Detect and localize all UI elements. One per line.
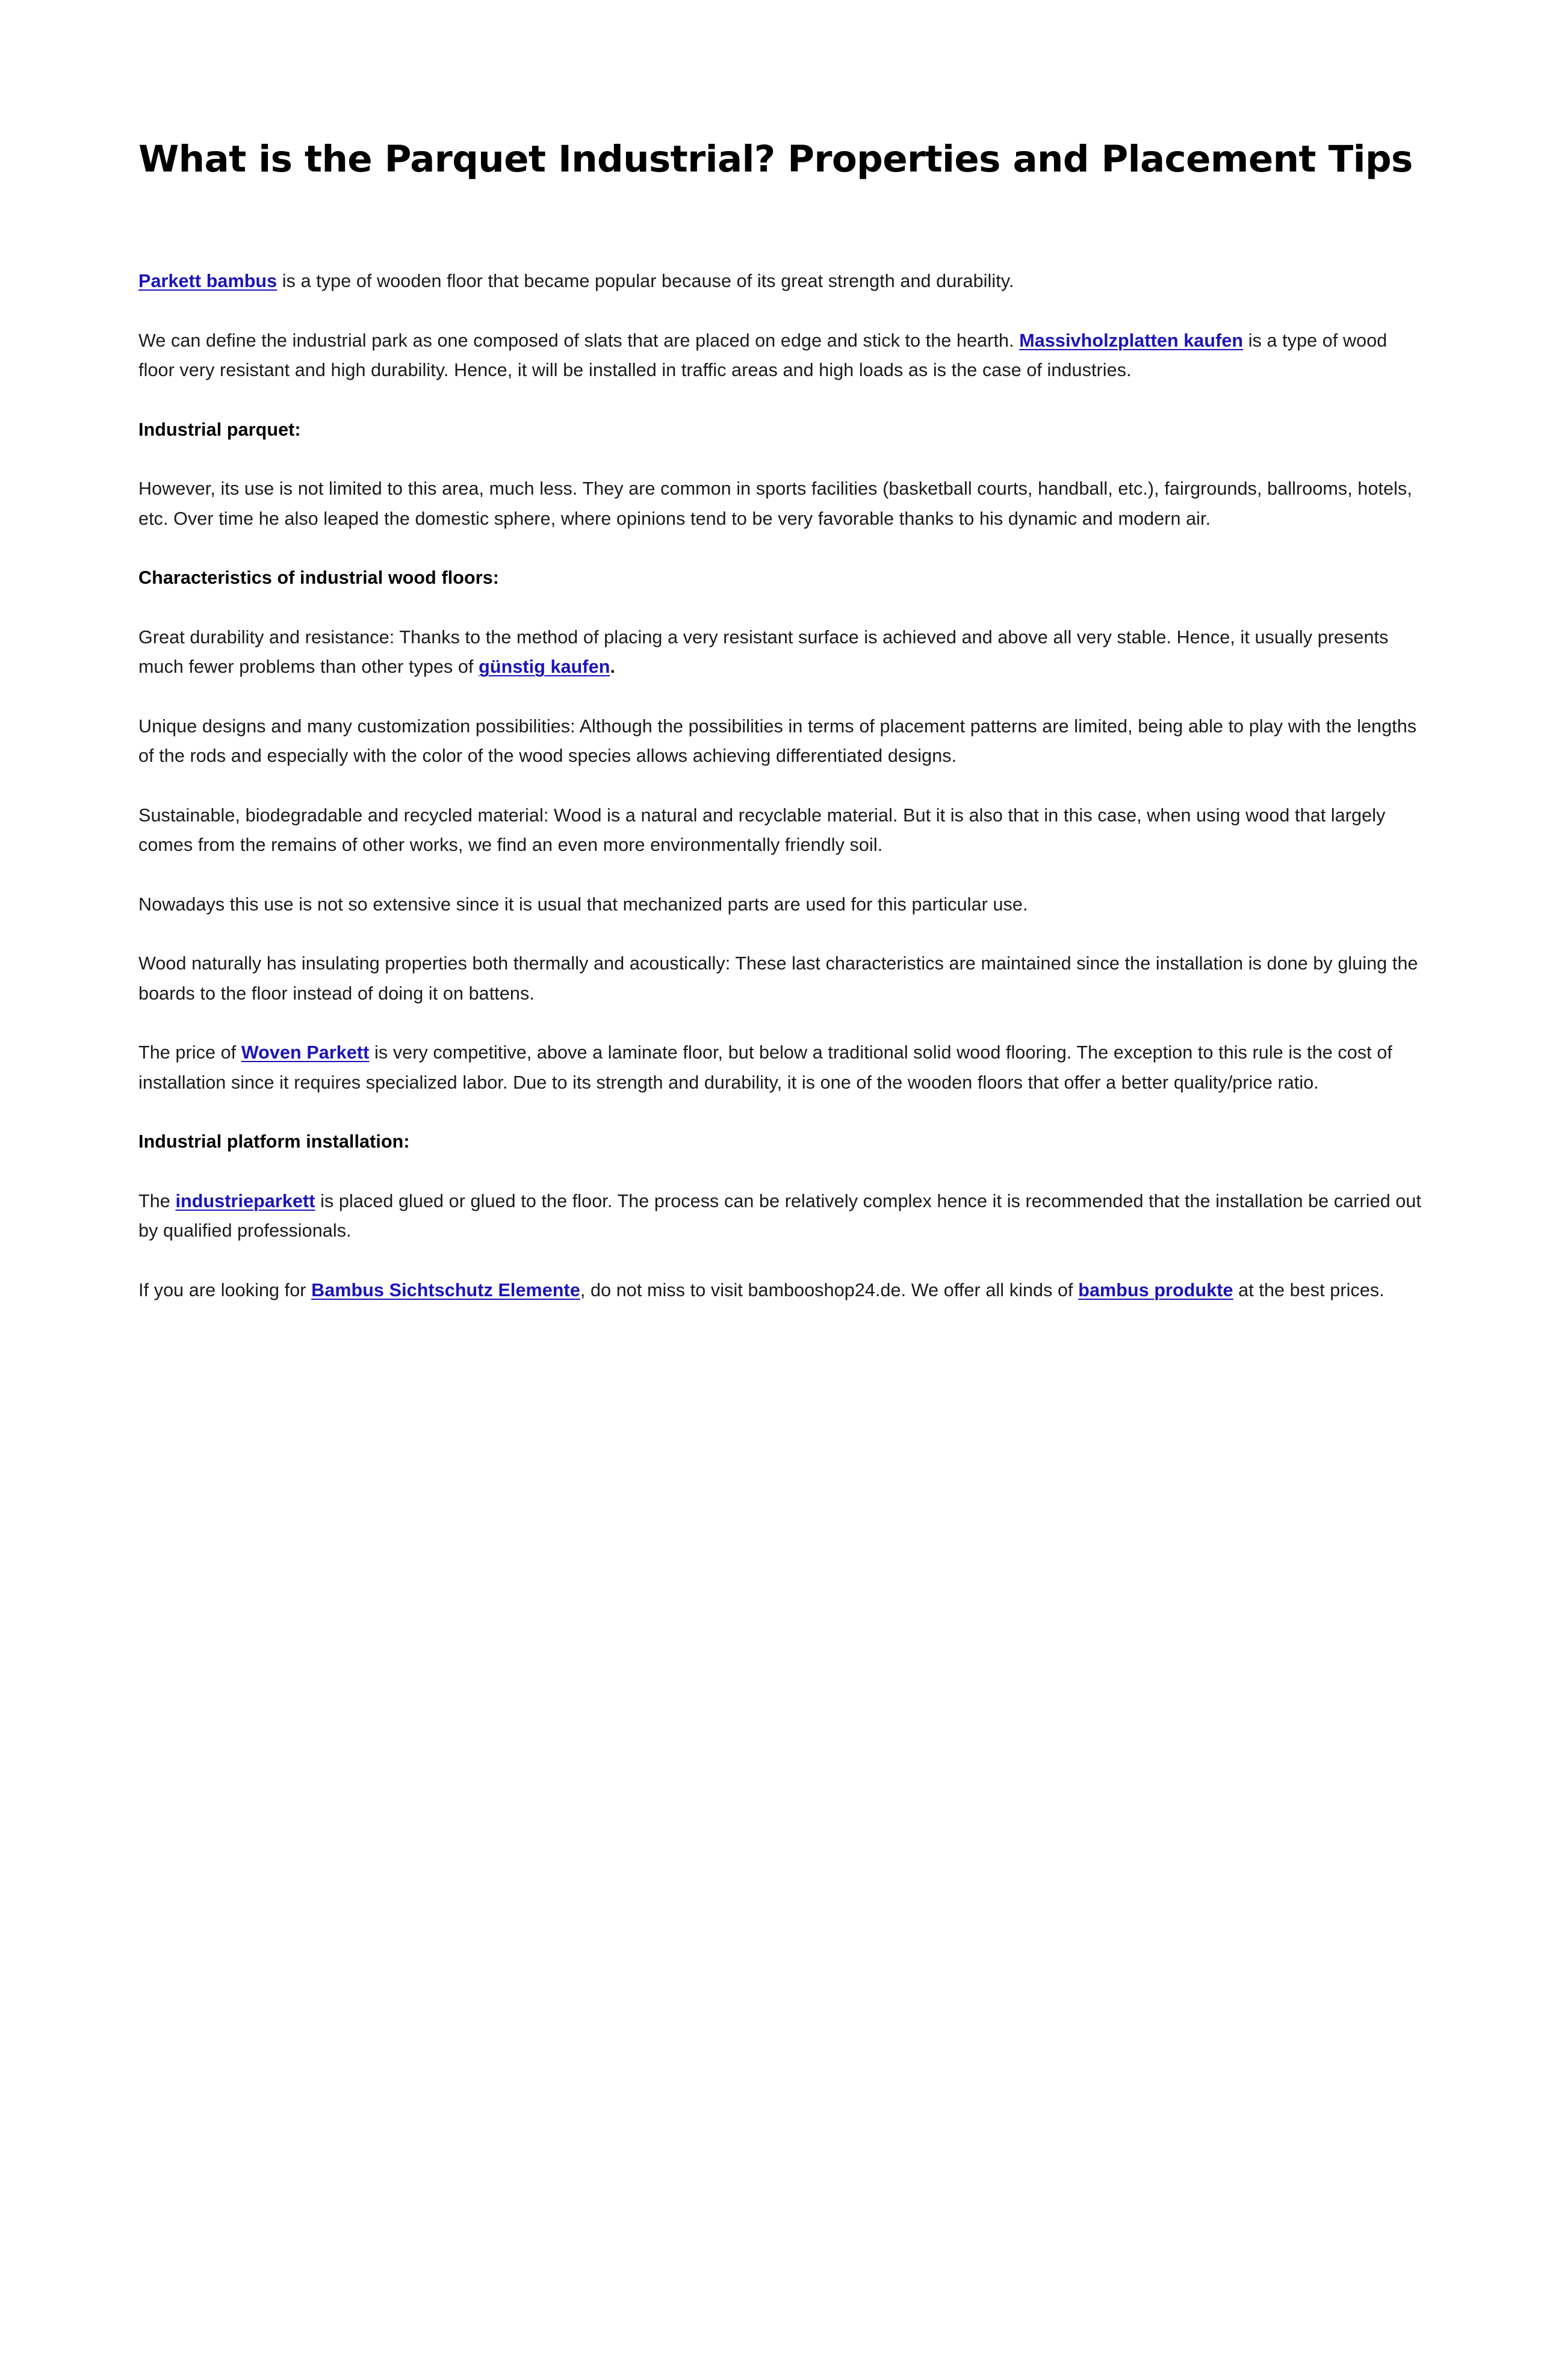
link-massivholzplatten-kaufen[interactable]: Massivholzplatten kaufen bbox=[1019, 330, 1244, 351]
paragraph-text: at the best prices. bbox=[1233, 1279, 1384, 1300]
paragraph-text: , do not miss to visit bambooshop24.de. We offer all kinds of bbox=[580, 1279, 1079, 1300]
paragraph-text: is placed glued or glued to the floor. The process can be relatively complex hence it is recommended that the installation be carried out by qualified professionals. bbox=[138, 1190, 1422, 1241]
section-heading-industrial-parquet: Industrial parquet: bbox=[138, 419, 301, 440]
paragraph-text: is a type of wood floor very resistant and high durability. Hence, it will be installed in traffic areas and high loads as is the case of industries. bbox=[138, 330, 1388, 381]
paragraph-text: Great durability and resistance: Thanks to the method of placing a very resistant surface is achieved and above all very stable. Hence, it usually presents much fewer problems than other types of bbox=[138, 626, 1389, 678]
paragraph-text: is a type of wooden floor that became popular because of its great strength and durability. bbox=[277, 271, 1014, 292]
link-industrieparkett[interactable]: industrieparkett bbox=[175, 1190, 315, 1211]
paragraph-uses: However, its use is not limited to this area, much less. They are common in sports facilities (basketball courts, handball, etc.), fairgrounds, ballrooms, hotels, etc. Over time he also leaped the domestic sphere, where opinions tend to be very favorable thanks to his dynamic and modern air. bbox=[138, 478, 1412, 529]
link-bambus-produkte[interactable]: bambus produkte bbox=[1078, 1279, 1233, 1300]
paragraph-text: We can define the industrial park as one composed of slats that are placed on edge and stick to the hearth. bbox=[138, 330, 1020, 351]
paragraph-definition bbox=[138, 326, 1427, 386]
paragraph-nowadays: Nowadays this use is not so extensive since it is usual that mechanized parts are used for this particular use. bbox=[138, 894, 1028, 915]
link-parkett-bambus[interactable]: Parkett bambus bbox=[138, 271, 278, 292]
paragraph-intro bbox=[138, 267, 1427, 297]
paragraph-durability bbox=[138, 623, 1427, 682]
paragraph-price bbox=[138, 1038, 1427, 1098]
section-heading-installation: Industrial platform installation: bbox=[138, 1131, 410, 1152]
paragraph-text: . bbox=[610, 657, 616, 678]
paragraph-sustainable: Sustainable, biodegradable and recycled material: Wood is a natural and recyclable material. But it is also that in this case, when using wood that largely comes from the remains of other works, we find an even more environmentally friendly soil. bbox=[138, 805, 1386, 856]
document-page bbox=[138, 137, 1427, 1335]
link-woven-parkett[interactable]: Woven Parkett bbox=[241, 1042, 370, 1063]
paragraph-text: If you are looking for bbox=[138, 1279, 312, 1300]
page-title: What is the Parquet Industrial? Properties and Placement Tips bbox=[138, 138, 1413, 181]
paragraph-insulating: Wood naturally has insulating properties both thermally and acoustically: These last characteristics are maintained since the installation is done by gluing the boards to the floor instead of doing it on battens. bbox=[138, 953, 1418, 1004]
section-heading-characteristics: Characteristics of industrial wood floors: bbox=[138, 567, 500, 589]
paragraph-text: is very competitive, above a laminate floor, but below a traditional solid wood flooring. The exception to this rule is the cost of installation since it requires specialized labor. Due to its strength and durability, it is one of the wooden floors that offer a better quality/price ratio. bbox=[138, 1042, 1392, 1093]
paragraph-closing bbox=[138, 1276, 1427, 1306]
paragraph-text: The price of bbox=[138, 1042, 241, 1063]
paragraph-installation bbox=[138, 1187, 1427, 1246]
link-bambus-sichtschutz-elemente[interactable]: Bambus Sichtschutz Elemente bbox=[311, 1279, 580, 1300]
paragraph-designs: Unique designs and many customization possibilities: Although the possibilities in terms of placement patterns are limited, being able to play with the lengths of the rods and especially with the color of the wood species allows achieving differentiated designs. bbox=[138, 716, 1417, 767]
link-gunstig-kaufen[interactable]: günstig kaufen bbox=[479, 657, 610, 678]
paragraph-text: The bbox=[138, 1190, 176, 1211]
